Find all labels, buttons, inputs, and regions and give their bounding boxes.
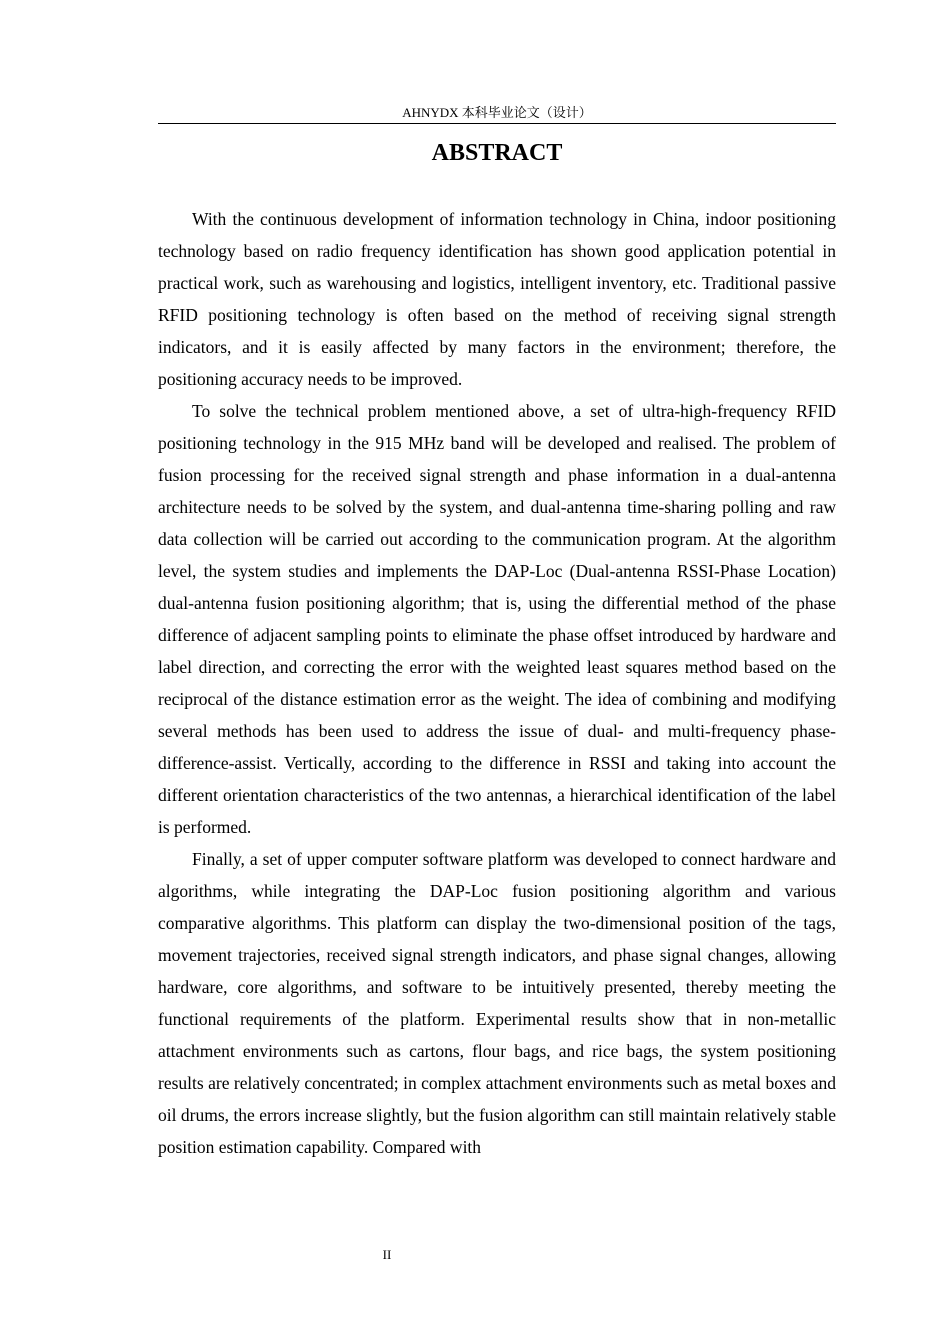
paragraph-1: With the continuous development of information technology in China, indoor positioning technology based on radio frequency identification has shown good application potential in practical work, such as warehousing and logistics, intelligent inventory, etc. Traditional passive RFID positioning technology is often based on the method of receiving signal strength indicators, and it is easily affected by many factors in the environment; therefore, the positioning accuracy needs to be improved.: [158, 209, 836, 389]
abstract-body: [158, 203, 836, 1163]
paragraph-3: Finally, a set of upper computer software platform was developed to connect hardware and algorithms, while integrating the DAP-Loc fusion positioning algorithm and various comparative algorithms. This platform can display the two-dimensional position of the tags, movement trajectories, received signal strength indicators, and phase signal changes, allowing hardware, core algorithms, and software to be intuitively presented, thereby meeting the functional requirements of the platform. Experimental results show that in non-metallic attachment environments such as cartons, flour bags, and rice bags, the system positioning results are relatively concentrated; in complex attachment environments such as metal boxes and oil drums, the errors increase slightly, but the fusion algorithm can still maintain relatively stable position estimation capability. Compared with: [158, 849, 836, 1157]
abstract-title: ABSTRACT: [431, 140, 563, 166]
header-rule: [158, 123, 836, 124]
paragraph-2: To solve the technical problem mentioned above, a set of ultra-high-frequency RFID positioning technology in the 915 MHz band will be developed and realised. The problem of fusion processing for the received signal strength and phase information in a dual-antenna architecture needs to be solved by the system, and dual-antenna time-sharing polling and raw data collection will be carried out according to the communication program. At the algorithm level, the system studies and implements the DAP-Loc (Dual-antenna RSSI-Phase Location) dual-antenna fusion positioning algorithm; that is, using the differential method of the phase difference of adjacent sampling points to eliminate the phase offset introduced by hardware and label direction, and correcting the error with the weighted least squares method based on the reciprocal of the distance estimation error as the weight. The idea of combining and modifying several methods has been used to address the issue of dual- and multi-frequency phase-difference-assist. Vertically, according to the difference in RSSI and taking into account the different orientation characteristics of the two antennas, a hierarchical identification of the label is performed.: [158, 401, 836, 837]
page-number: II: [382, 1247, 392, 1262]
running-header: AHNYDX 本科毕业论文（设计）: [402, 105, 592, 120]
